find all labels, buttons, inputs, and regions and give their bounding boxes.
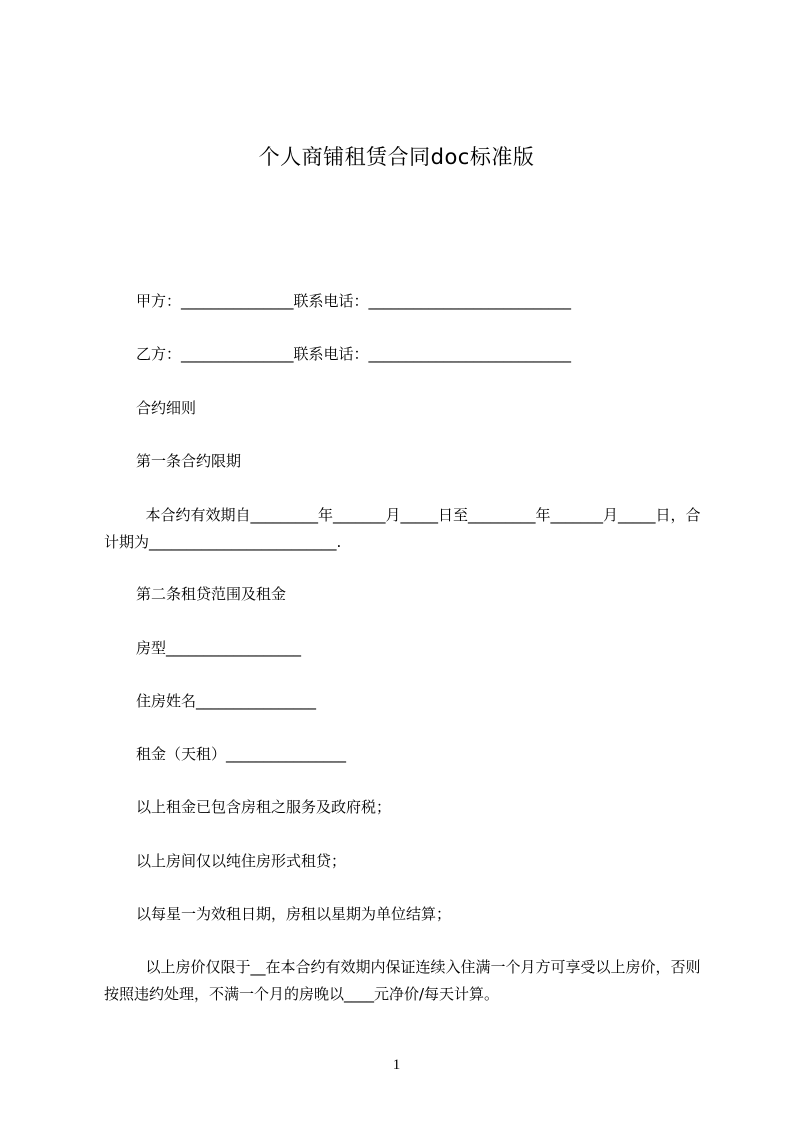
price-condition-text: 以上房价仅限于__在本合约有效期内保证连续入住满一个月方可享受以上房价，否则按照违约处理，不满一个月的房晚以____元净价/每天计算。 bbox=[104, 958, 701, 1003]
room-usage-line: 以上房间仅以纯住房形式租贷； bbox=[136, 852, 347, 870]
article-1-text: 本合约有效期自_________年_______月_____日至_________年_______月_____日，合计期为_________________________. bbox=[104, 506, 701, 551]
rent-includes-line: 以上租金已包含房租之服务及政府税； bbox=[136, 798, 392, 816]
document-title: 个人商铺租赁合同doc标准版 bbox=[258, 145, 535, 169]
details-heading: 合约细则 bbox=[136, 399, 197, 417]
party-b-line: 乙方：_______________联系电话：___________________________ bbox=[136, 345, 572, 363]
resident-name-line: 住房姓名________________ bbox=[136, 692, 317, 710]
page-number: 1 bbox=[392, 1057, 401, 1073]
room-type-line: 房型__________________ bbox=[136, 639, 302, 657]
article-1-heading: 第一条合约限期 bbox=[136, 452, 242, 470]
party-a-line: 甲方：_______________联系电话：___________________________ bbox=[136, 292, 572, 310]
rent-line: 租金（天租）________________ bbox=[136, 745, 347, 763]
rent-cycle-line: 以每星一为效租日期，房租以星期为单位结算； bbox=[136, 905, 452, 923]
article-2-heading: 第二条租贷范围及租金 bbox=[136, 585, 287, 603]
